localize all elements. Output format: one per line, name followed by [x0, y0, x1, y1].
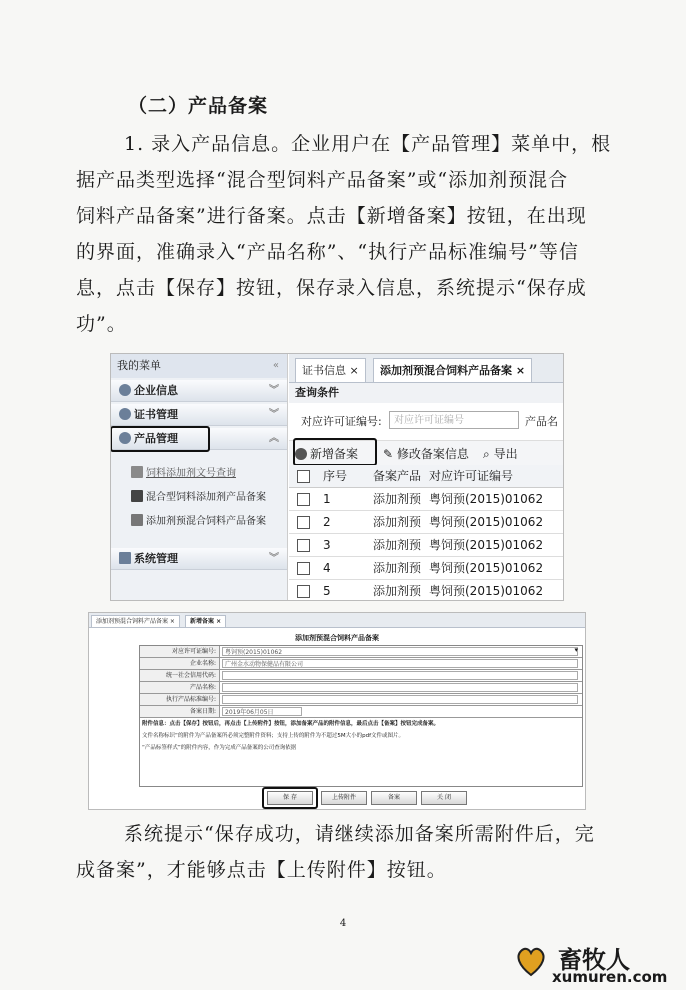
form-row: 对应许可证编号: 粤饲预(2015)01062 ▾ [140, 646, 582, 658]
sidebar-item-certificates[interactable]: 证书管理 ︾ [111, 404, 287, 426]
edit-filing-button[interactable]: ✎ 修改备案信息 [383, 447, 469, 461]
table-row[interactable]: 1 添加剂预 粤饲预(2015)01062 [289, 488, 563, 511]
standard-number-field[interactable] [222, 695, 578, 704]
filing-form [139, 645, 583, 787]
filing-date-field[interactable]: 2019年06月05日 [222, 707, 302, 716]
export-button[interactable]: ⌕ 导出 [483, 447, 518, 461]
paragraph-line: 的界面，准确录入“产品名称”、“执行产品标准编号”等信 [76, 241, 579, 263]
query-label-product: 产品名 [525, 415, 558, 428]
form-title: 添加剂预混合饲料产品备案 [295, 634, 379, 642]
row-checkbox[interactable] [297, 516, 310, 529]
paragraph-line: 1. 录入产品信息。企业用户在【产品管理】菜单中，根 [124, 133, 612, 155]
close-icon[interactable]: × [349, 364, 359, 377]
sidebar-item-company-info[interactable]: 企业信息 ︾ [111, 380, 287, 402]
license-number-input[interactable]: 对应许可证编号 [389, 411, 519, 429]
upload-attachment-button[interactable]: 上传附件 [321, 791, 367, 805]
paragraph-line: 据产品类型选择“混合型饲料产品备案”或“添加剂预混合 [76, 169, 569, 191]
row-checkbox[interactable] [297, 539, 310, 552]
settings-icon [119, 552, 131, 564]
chevron-down-icon: ︾ [269, 409, 279, 420]
close-icon[interactable]: × [515, 364, 526, 377]
form-row: 产品名称: [140, 682, 582, 694]
row-checkbox[interactable] [297, 493, 310, 506]
tab-bar [289, 354, 563, 383]
menu-title: 我的菜单 « [111, 354, 287, 378]
sidebar-item-system[interactable]: 系统管理 ︾ [111, 548, 287, 570]
sub-item-premix-filing[interactable]: 添加剂预混合饲料产品备案 [131, 512, 266, 532]
table-row[interactable]: 5 添加剂预 粤饲预(2015)01062 [289, 580, 563, 601]
user-icon [119, 384, 131, 396]
heart-logo-icon [514, 944, 548, 978]
product-name-field[interactable] [222, 683, 578, 692]
collapse-icon[interactable]: « [272, 360, 279, 371]
pencil-icon: ✎ [383, 447, 394, 461]
chevron-down-icon: ︾ [269, 385, 279, 396]
license-number-select[interactable]: 粤饲预(2015)01062 [222, 647, 578, 656]
form-row: 备案日期: 2019年06月05日 [140, 706, 582, 718]
chevron-down-icon[interactable]: ▾ [574, 646, 578, 654]
watermark-logo [512, 936, 682, 986]
company-name-field[interactable]: 广州金水动物保健品有限公司 [222, 659, 578, 668]
add-filing-button[interactable]: 新增备案 [295, 445, 358, 462]
highlight-box [110, 426, 210, 452]
users-icon [119, 408, 131, 420]
chevron-down-icon: ︾ [269, 553, 279, 564]
table-header: 序号 备案产品 对应许可证编号 [289, 465, 563, 488]
query-label: 对应许可证编号: [301, 415, 382, 428]
tab-certificates[interactable]: 证书信息 × [295, 358, 366, 382]
save-button[interactable]: 保 存 [267, 791, 313, 805]
watermark-text: 畜牧人 [558, 946, 630, 974]
paragraph-line: 息，点击【保存】按钮，保存录入信息，系统提示“保存成 [76, 277, 587, 299]
sidebar-menu [111, 354, 288, 600]
paragraph-line: 系统提示“保存成功，请继续添加备案所需附件后，完 [124, 823, 595, 845]
file-button[interactable]: 备案 [371, 791, 417, 805]
highlight-box [293, 438, 377, 466]
new-filing-form-screenshot [88, 612, 586, 810]
product-management-screenshot [110, 353, 564, 601]
paragraph-line: 饲料产品备案”进行备案。点击【新增备案】按钮，在出现 [76, 205, 587, 227]
highlight-box [262, 787, 318, 809]
form-row: 执行产品标准编号: [140, 694, 582, 706]
close-button[interactable]: 关 闭 [421, 791, 467, 805]
watermark-url: xumuren.com [552, 968, 668, 986]
pencil-icon [131, 514, 143, 526]
tab-premix-filing[interactable]: 添加剂预混合饲料产品备案 × [373, 358, 532, 382]
table-row[interactable]: 2 添加剂预 粤饲预(2015)01062 [289, 511, 563, 534]
search-icon: ⌕ [483, 447, 490, 461]
row-checkbox[interactable] [297, 562, 310, 575]
sub-item-mixed-filing[interactable]: 混合型饲料添加剂产品备案 [131, 488, 266, 508]
paragraph-line: 成备案”，才能够点击【上传附件】按钮。 [76, 859, 447, 881]
table-row[interactable]: 4 添加剂预 粤饲预(2015)01062 [289, 557, 563, 580]
tab-premix-filing[interactable]: 添加剂预混合饲料产品备案 × [91, 615, 180, 628]
form-row: 企业名称: 广州金水动物保健品有限公司 [140, 658, 582, 670]
row-checkbox[interactable] [297, 585, 310, 598]
form-row: 统一社会信用代码: [140, 670, 582, 682]
table-row[interactable]: 3 添加剂预 粤饲预(2015)01062 [289, 534, 563, 557]
query-row [289, 404, 563, 438]
attachment-note: 附件信息：点击【保存】按钮后，再点击【上传附件】按钮，添加备案产品的附件信息，最后点击【备案】按钮完成备案。 [142, 721, 440, 727]
query-header: 查询条件 [289, 383, 563, 403]
tab-bar [89, 613, 585, 628]
document-icon [131, 466, 143, 478]
attachment-note: 文件名称标识“的附件为产品备案所必须完整附件资料；支持上传的附件为不超过5M大小的pdf文件或图片。 [142, 733, 405, 739]
sub-item-additive-query[interactable]: 饲料添加剂文号查询 [131, 464, 236, 484]
chevron-up-icon: ︽ [269, 433, 279, 444]
section-heading: （二）产品备案 [128, 95, 269, 117]
page-number: 4 [339, 918, 347, 929]
credit-code-field[interactable] [222, 671, 578, 680]
attachment-note: “产品标签样式”的附件内容，作为完成产品备案的公司查询依据 [142, 745, 297, 751]
sidebar-item-products[interactable]: 产品管理 ︽ [111, 428, 287, 450]
grid-icon [131, 490, 143, 502]
paragraph-line: 功”。 [76, 313, 127, 335]
tab-new-filing[interactable]: 新增备案 × [185, 615, 226, 628]
select-all-checkbox[interactable] [297, 470, 310, 483]
